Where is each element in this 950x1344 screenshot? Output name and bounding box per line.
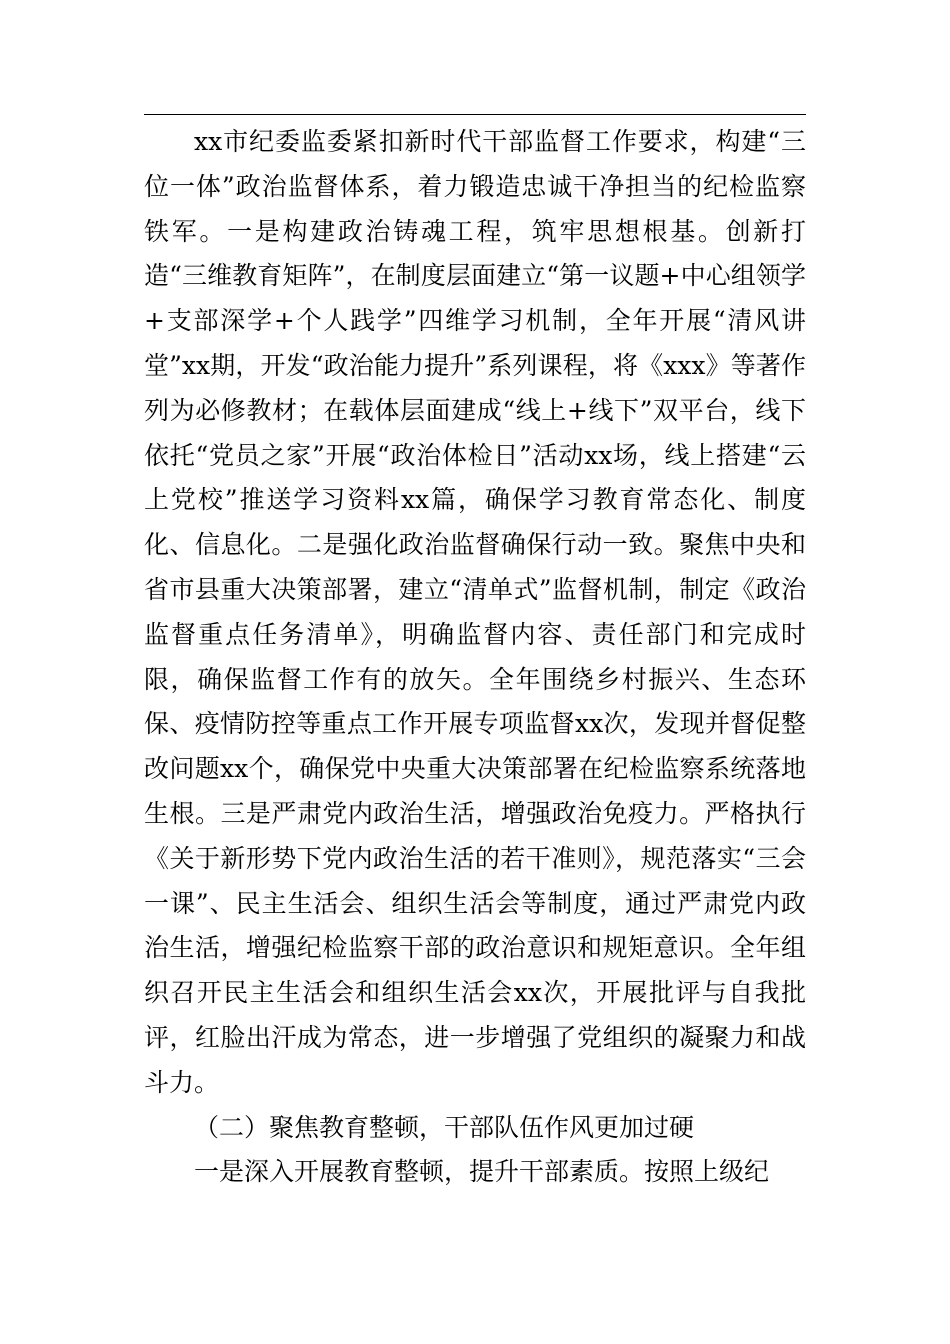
- document-body: [144, 120, 806, 1195]
- header-rule: [144, 114, 806, 115]
- section-heading: （二）聚焦教育整顿，干部队伍作风更加过硬: [194, 1112, 695, 1142]
- body-paragraph: xx市纪委监委紧扣新时代干部监督工作要求，构建“三位一体”政治监督体系，着力锻造忠诚干净担当的纪检监察铁军。一是构建政治铸魂工程，筑牢思想根基。创新打造“三维教育矩阵”，在制度层面建立“第一议题+中心组领学+支部深学+个人践学”四维学习机制，全年开展“清风讲堂”xx期，开发“政治能力提升”系列课程，将《xxx》等著作列为必修教材；在载体层面建成“线上+线下”双平台，线下依托“党员之家”开展“政治体检日”活动xx场，线上搭建“云上党校”推送学习资料xx篇，确保学习教育常态化、制度化、信息化。二是强化政治监督确保行动一致。聚焦中央和省市县重大决策部署，建立“清单式”监督机制，制定《政治监督重点任务清单》，明确监督内容、责任部门和完成时限，确保监督工作有的放矢。全年围绕乡村振兴、生态环保、疫情防控等重点工作开展专项监督xx次，发现并督促整改问题xx个，确保党中央重大决策部署在纪检监察系统落地生根。三是严肃党内政治生活，增强政治免疫力。严格执行《关于新形势下党内政治生活的若干准则》，规范落实“三会一课”、民主生活会、组织生活会等制度，通过严肃党内政治生活，增强纪检监察干部的政治意识和规矩意识。全年组织召开民主生活会和组织生活会xx次，开展批评与自我批评，红脸出汗成为常态，进一步增强了党组织的凝聚力和战斗力。: [144, 127, 806, 1097]
- body-paragraph: 一是深入开展教育整顿，提升干部素质。按照上级纪: [194, 1157, 770, 1187]
